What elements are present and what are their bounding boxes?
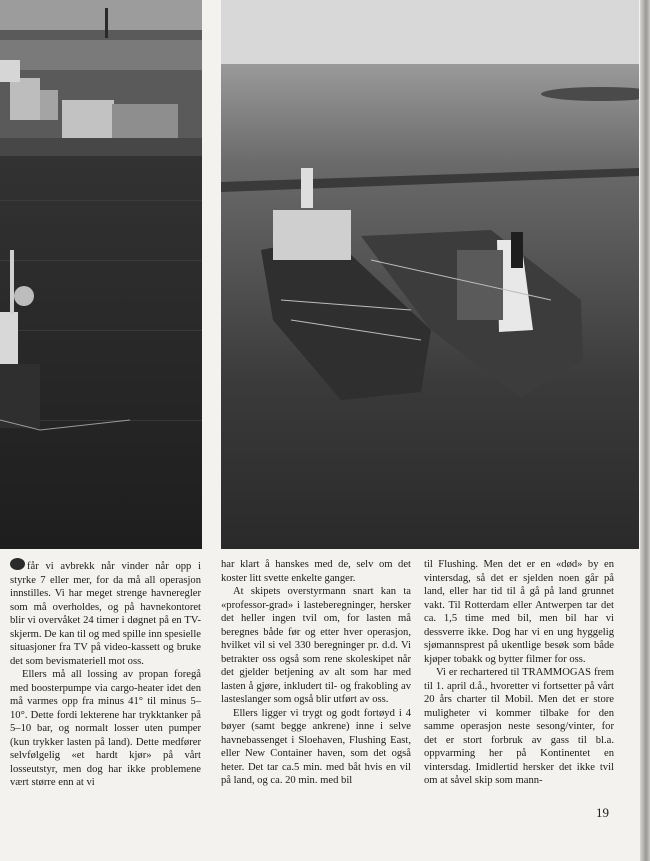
ships-photo-right — [221, 0, 639, 549]
article-column-2 — [221, 558, 411, 788]
ships-moored-image — [221, 0, 639, 549]
paragraph: Vi er rechartered til TRAMMOGAS frem til 1. april d.å., hvoretter vi fortsetter på vårt 20 års charter til Mobil. Men det er store muligheter vi kommer tilbake for den samme operasjon neste sesong/vinter, for det er stort forbruk av gass til bl.a. oppvarming her på Kontinentet en vintersdag. Imidlertid hersker det ikke tvil om at såvel skip som mann- — [424, 667, 614, 786]
harbour-aerial-image — [0, 0, 202, 549]
paragraph: At skipets overstyrmann snart kan ta «professor-grad» i lasteberegninger, hersker det heller ingen tvil om, for lasten må beregnes både før og etter hver operasjon, hvilket vil si vel 330 beregninger pr. d.d. Vi betrakter oss også som rene skoleskipet når det gjelder betjening av alt som har med lasten å gjøre, inkludert til- og frakobling av lasteslanger som også blir utført av oss. — [221, 586, 411, 705]
page-edge — [640, 0, 650, 861]
paragraph-text: får vi avbrekk når vinder når opp i styrke 7 eller mer, for da må all operasjon innstilles. Vi har meget strenge havneregler som må overholdes, og på havnekontoret blir vi overvåket 24 timer i døgnet på en TV-skjerm. De kan til og med spille inn spesielle situasjoner fra TV på video-kassett og bruke det som bevismateriell mot oss. — [10, 561, 201, 667]
initial-mark — [10, 558, 25, 570]
paragraph: Ellers må all lossing av propan foregå med boosterpumpe via cargo-heater idet den må varmes opp fra minus 41° til minus 5–10°. Dette fordi lekterene har trykktanker på 5–10 bar, og normalt losser uten pumper (kun trykker lasten på land). Dette medfører selvfølgelig «et hardt kjør» på vårt losseutstyr, men dog har ikke problemene vært større enn at vi — [10, 669, 201, 788]
harbour-photo-left — [0, 0, 202, 549]
page-number: 19 — [596, 805, 609, 820]
paragraph: Ellers ligger vi trygt og godt fortøyd i 4 bøyer (samt begge ankrene) inne i selve havnebassenget i Sloehaven, Flushing East, eller New Container haven, som det også heter. Det tar ca.5 min. med båt hvis en vil på land, og ca. 20 min. med bil — [221, 707, 411, 786]
paragraph — [10, 558, 201, 668]
paragraph: til Flushing. Men det er en «død» by en vintersdag, så det er sjelden noen går på land, eller har tid til å gå på land grunnet vakt. Til Rotterdam eller Antwerpen tar det ca. 1,5 time med bil, men bil har vi dessverre ikke. Dog har vi en ung hyggelig sjømannsprest på ukentlige besøk som både kjøper tobakk og bytter filmer for oss. — [424, 559, 614, 665]
article-column-1 — [10, 558, 201, 790]
paragraph: har klart å hanskes med de, selv om det koster litt svette enkelte ganger. — [221, 559, 411, 584]
article-column-3 — [424, 558, 614, 788]
